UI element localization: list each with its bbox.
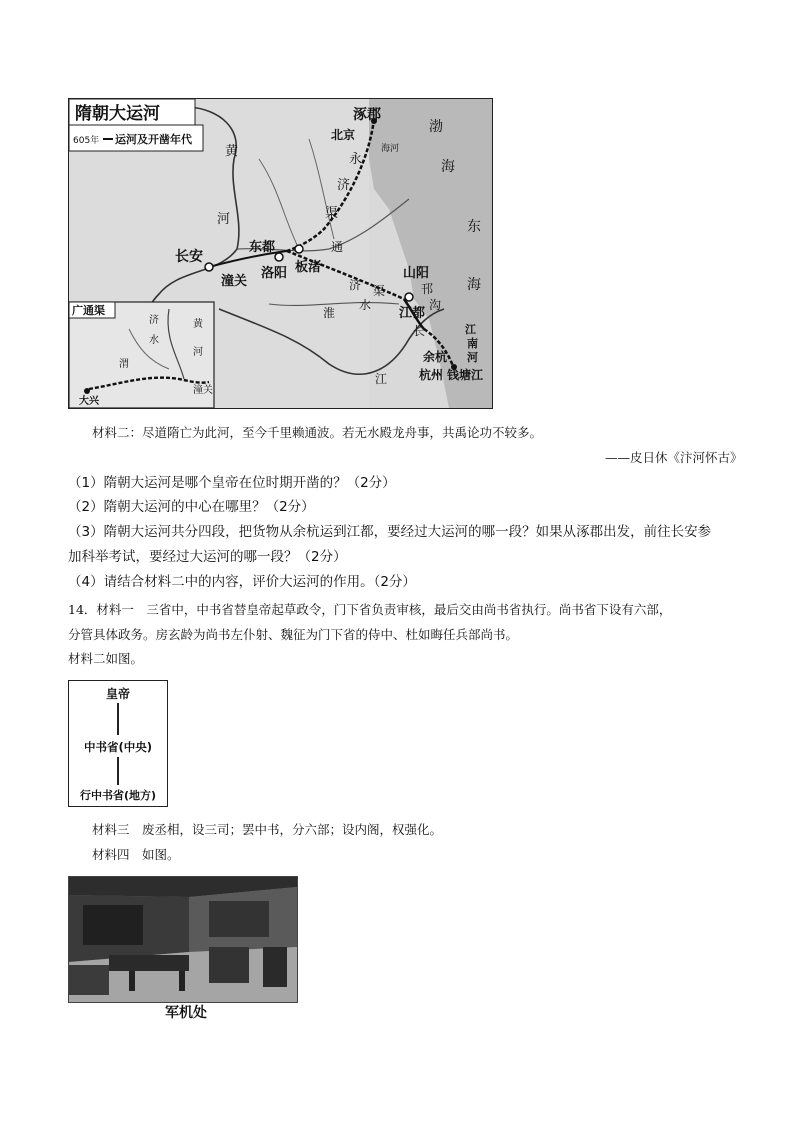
label-he: 河 — [217, 212, 231, 227]
label-yuhang: 余杭 — [423, 350, 448, 364]
label-jiangnan-3: 河 — [467, 351, 478, 364]
label-yong: 永 — [349, 152, 363, 167]
label-jiang: 江 — [375, 372, 388, 386]
label-shanyang: 山阳 — [403, 266, 430, 281]
label-tong: 通 — [331, 240, 344, 254]
material-two-label: 材料二如图。 — [68, 651, 144, 666]
inset-he: 河 — [193, 347, 203, 358]
flow-middle: 中书省(中央) — [83, 740, 152, 754]
label-hai2: 海 — [467, 277, 481, 293]
label-tongqu: 渠 — [373, 284, 386, 298]
material-two-quote: 材料二：尽道隋亡为此河，至今千里赖通波。若无水殿龙舟事，共禹论功不较多。 — [92, 425, 543, 440]
question-3: （3）隋朝大运河共分四段，把货物从余杭运到江都，要经过大运河的哪一段？如果从涿郡出发，前往长安参 — [68, 524, 712, 540]
grand-canal-map — [68, 98, 493, 409]
label-huai: 淮 — [323, 306, 336, 320]
label-beijing: 北京 — [331, 128, 356, 142]
photo-caption: 军机处 — [165, 1005, 207, 1021]
label-jiangnan-2: 南 — [467, 337, 478, 350]
flow-connector-2 — [117, 757, 119, 785]
label-ji: 济 — [337, 178, 351, 193]
label-haihe: 海河 — [381, 144, 400, 154]
map-title: 隋朝大运河 — [75, 104, 160, 124]
inset-title: 广通渠 — [72, 304, 105, 317]
question-3-cont: 加科举考试，要经过大运河的哪一段？（2分） — [68, 549, 347, 565]
inset-wei: 渭 — [119, 359, 129, 370]
label-jiangnan-1: 江 — [465, 323, 476, 336]
label-qu: 渠 — [325, 206, 339, 221]
inset-ji: 济 — [149, 315, 159, 326]
label-gou: 沟 — [429, 298, 442, 312]
photo-drawing — [69, 877, 297, 1002]
material-four: 材料四 如图。 — [92, 847, 180, 862]
inset-tongguan: 潼关 — [193, 385, 213, 396]
label-dong: 东 — [467, 219, 481, 235]
flow-bottom: 行中书省(地方) — [79, 789, 157, 802]
material-two-source: ——皮日休《汴河怀古》 — [605, 450, 743, 465]
label-han: 邗 — [421, 282, 434, 296]
question-1: （1）隋朝大运河是哪个皇帝在位时期开凿的？（2分） — [68, 475, 396, 491]
label-changan: 长安 — [175, 249, 203, 265]
label-dongdu: 东都 — [249, 240, 276, 255]
flow-connector-1 — [117, 703, 119, 735]
label-zhuojun: 涿郡 — [353, 107, 381, 123]
label-shui: 水 — [359, 298, 372, 312]
material-three: 材料三 废丞相，设三司；罢中书，分六部；设内阁，权强化。 — [92, 822, 443, 837]
inset-daxing: 大兴 — [79, 396, 99, 407]
label-tongji: 济 — [349, 278, 362, 292]
label-huang: 黄 — [225, 144, 239, 159]
map-drawing — [69, 99, 492, 408]
inset-huang: 黄 — [193, 319, 203, 330]
q14-material-one-line1: 14．材料一 三省中，中书省替皇帝起草政令，门下省负责审核，最后交由尚书省执行。尚书省下设有六部， — [68, 602, 672, 617]
label-hangzhou: 杭州 — [419, 368, 444, 382]
label-banzhu: 板渚 — [295, 260, 322, 275]
label-hai1: 海 — [441, 159, 455, 175]
junjichu-photo — [68, 876, 298, 1003]
flow-top: 皇帝 — [105, 687, 130, 701]
label-bo: 渤 — [429, 119, 443, 135]
question-2: （2）隋朝大运河的中心在哪里？（2分） — [68, 499, 315, 515]
label-tongguan: 潼关 — [221, 274, 248, 289]
legend-label: 运河及开凿年代 — [115, 133, 192, 146]
label-luoyang: 洛阳 — [261, 266, 288, 281]
label-qiantang: 钱塘江 — [447, 368, 484, 382]
administrative-structure-chart — [68, 680, 168, 807]
legend-year: 605年 — [73, 136, 100, 146]
inset-guangtong-map — [69, 302, 214, 408]
question-4: （4）请结合材料二中的内容，评价大运河的作用。（2分） — [68, 574, 416, 590]
inset-shui: 水 — [149, 335, 159, 346]
label-jiangdu: 江都 — [399, 306, 426, 321]
q14-material-one-line2: 分管具体政务。房玄龄为尚书左仆射、魏征为门下省的侍中、杜如晦任兵部尚书。 — [68, 627, 519, 642]
label-chang: 长 — [413, 324, 426, 338]
